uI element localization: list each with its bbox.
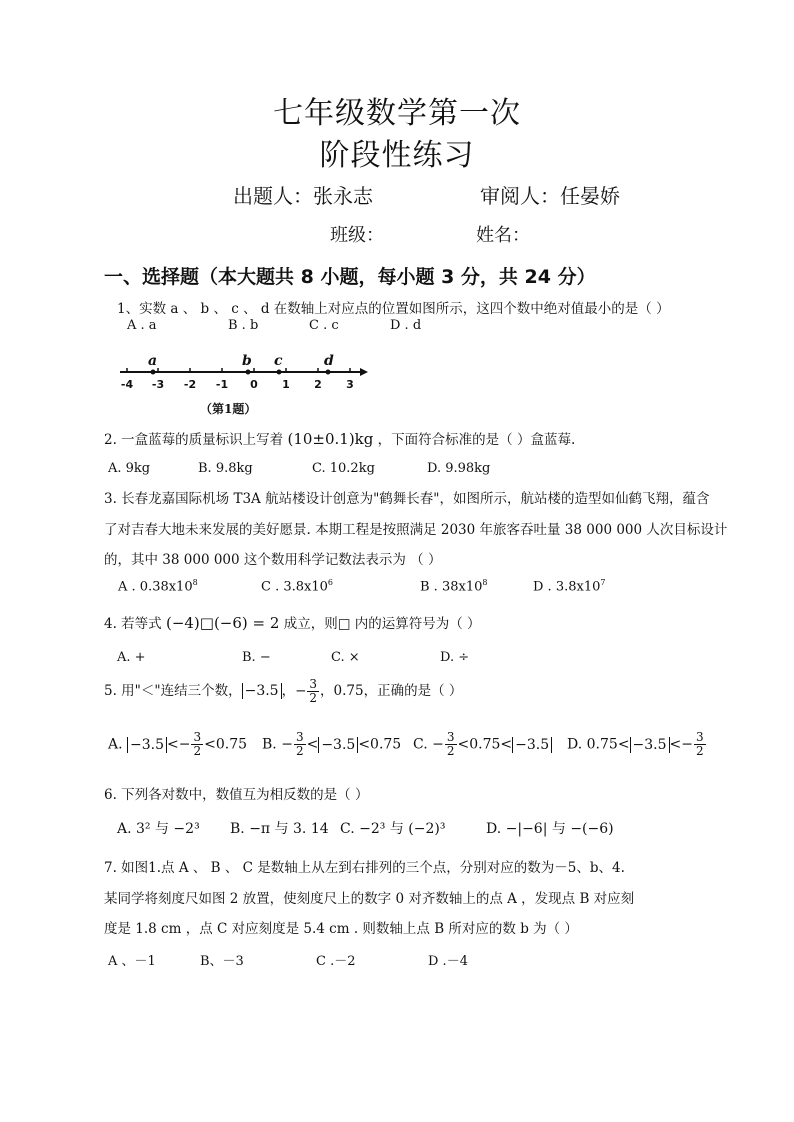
q3-option-b: B . $38x10^8$: [420, 578, 488, 595]
q2-option-c: C. 10.2kg: [312, 461, 375, 476]
q5-option-d: D. 0.75< −3.5 <− $\frac{3}{2}$: [567, 730, 704, 758]
q7-option-c: C .－2: [316, 954, 356, 969]
q3-option-a: A . $0.38x10^8$: [118, 578, 198, 595]
q1-option-a: A . a: [127, 318, 157, 333]
q6-option-c: C. −2³ 与 (−2)³: [340, 821, 446, 837]
q1-option-d: D . d: [390, 318, 422, 333]
q2-option-d: D. 9.98kg: [427, 461, 491, 476]
q7-option-d: D .－4: [428, 954, 468, 969]
q6-option-b: B. −π 与 3. 14: [230, 821, 329, 837]
class-label: 班级：: [330, 225, 384, 246]
section-header: 一、选择题（本大题共 8 小题，每小题 3 分，共 24 分）: [104, 266, 596, 288]
q4-option-c: C. ×: [331, 650, 360, 665]
point-label-b: b: [242, 353, 252, 369]
q1-option-c: C . c: [309, 318, 339, 333]
q2-option-a: A. 9kg: [108, 461, 151, 476]
question-1-stem: 1、实数 a 、 b 、 c 、 d 在数轴上对应点的位置如图所示，这四个数中绝对值最小的是（ ）: [117, 301, 670, 317]
tick-label: -4: [120, 378, 134, 391]
question-7-line1: 7. 如图1.点 A 、 B 、 C 是数轴上从左到右排列的三个点，分别对应的数为－5、b、4.: [104, 860, 625, 876]
q5-option-b: B. − $\frac{3}{2}$ < −3.5 <0.75: [262, 730, 402, 758]
tick-label: 1: [282, 378, 290, 391]
point-label-d: d: [324, 353, 334, 369]
q4-option-b: B. −: [242, 650, 271, 665]
q2-mass-expression: (10±0.1)kg: [287, 430, 374, 448]
q7-option-b: B、－3: [200, 954, 244, 969]
point-d: [326, 370, 331, 375]
point-b: [246, 370, 251, 375]
q7-option-a: A 、－1: [108, 954, 156, 969]
question-3-line3: 的，其中 38 000 000 这个数用科学记数法表示为 （ ）: [104, 552, 442, 568]
point-label-c: c: [274, 353, 283, 369]
point-a: [151, 370, 156, 375]
page-title-line2: 阶段性练习: [319, 138, 475, 173]
question-3-line1: 3. 长春龙嘉国际机场 T3A 航站楼设计创意为"鹤舞长春"，如图所示，航站楼的造型如仙鹤飞翔，蕴含: [104, 491, 710, 507]
number-line-arrow: [360, 368, 368, 376]
q3-option-c: C . $3.8x10^6$: [261, 578, 333, 595]
reviewer-label: 审阅人：任晏娇: [480, 184, 620, 208]
q1-option-b: B . b: [228, 318, 259, 333]
question-7-line3: 度是 1.8 cm ，点 C 对应刻度是 5.4 cm . 则数轴上点 B 所对应的数 b 为（ ）: [104, 921, 578, 937]
q5-option-a: A. −3.5 <− $\frac{3}{2}$ <0.75: [108, 730, 248, 758]
q6-option-a: A. 3² 与 −2³: [117, 821, 200, 837]
question-2-stem: 2. 一盒蓝莓的质量标识上写着 (10±0.1)kg ，下面符合标准的是（ ）盒蓝莓.: [104, 430, 576, 448]
tick-label: 3: [346, 378, 354, 391]
q5-option-c: C. − $\frac{3}{2}$ <0.75< −3.5: [413, 731, 552, 758]
tick-label: -3: [151, 378, 165, 391]
question-3-line2: 了对吉春大地未来发展的美好愿景. 本期工程是按照满足 2030 年旅客吞吐量 38 000 000 人次目标设计: [104, 522, 728, 538]
q3-option-d: D . $3.8x10^7$: [533, 578, 606, 595]
q4-option-d: D. ÷: [440, 650, 470, 665]
question-4-stem: 4. 若等式 (−4)□(−6) = 2 成立，则□ 内的运算符号为（ ）: [104, 614, 481, 632]
q2-option-b: B. 9.8kg: [198, 461, 253, 476]
q4-equation: (−4)□(−6) = 2: [165, 614, 280, 632]
point-label-a: a: [148, 353, 158, 369]
q4-option-a: A. +: [117, 650, 146, 665]
point-c: [277, 370, 282, 375]
tick-label: -2: [183, 378, 197, 391]
name-label: 姓名：: [476, 225, 530, 246]
question-7-line2: 某同学将刻度尺如图 2 放置，使刻度尺上的数字 0 对齐数轴上的点 A ，发现点 B 对应刻: [104, 891, 635, 907]
number-line-figure: [110, 350, 370, 400]
q6-option-d: D. −|−6| 与 −(−6): [486, 821, 614, 837]
setter-label: 出题人：张永志: [233, 184, 373, 208]
page-title-line1: 七年级数学第一次: [273, 96, 521, 131]
tick-label: 0: [250, 378, 258, 391]
figure-caption: （第1题）: [200, 402, 257, 416]
question-6-stem: 6. 下列各对数中，数值互为相反数的是（ ）: [104, 787, 369, 803]
question-5-stem: 5. 用"＜"连结三个数， −3.5 ，− $\frac{3}{2}$ ，0.75，正确的是（ ）: [104, 677, 463, 705]
tick-label: 2: [314, 378, 322, 391]
tick-label: -1: [215, 378, 229, 391]
